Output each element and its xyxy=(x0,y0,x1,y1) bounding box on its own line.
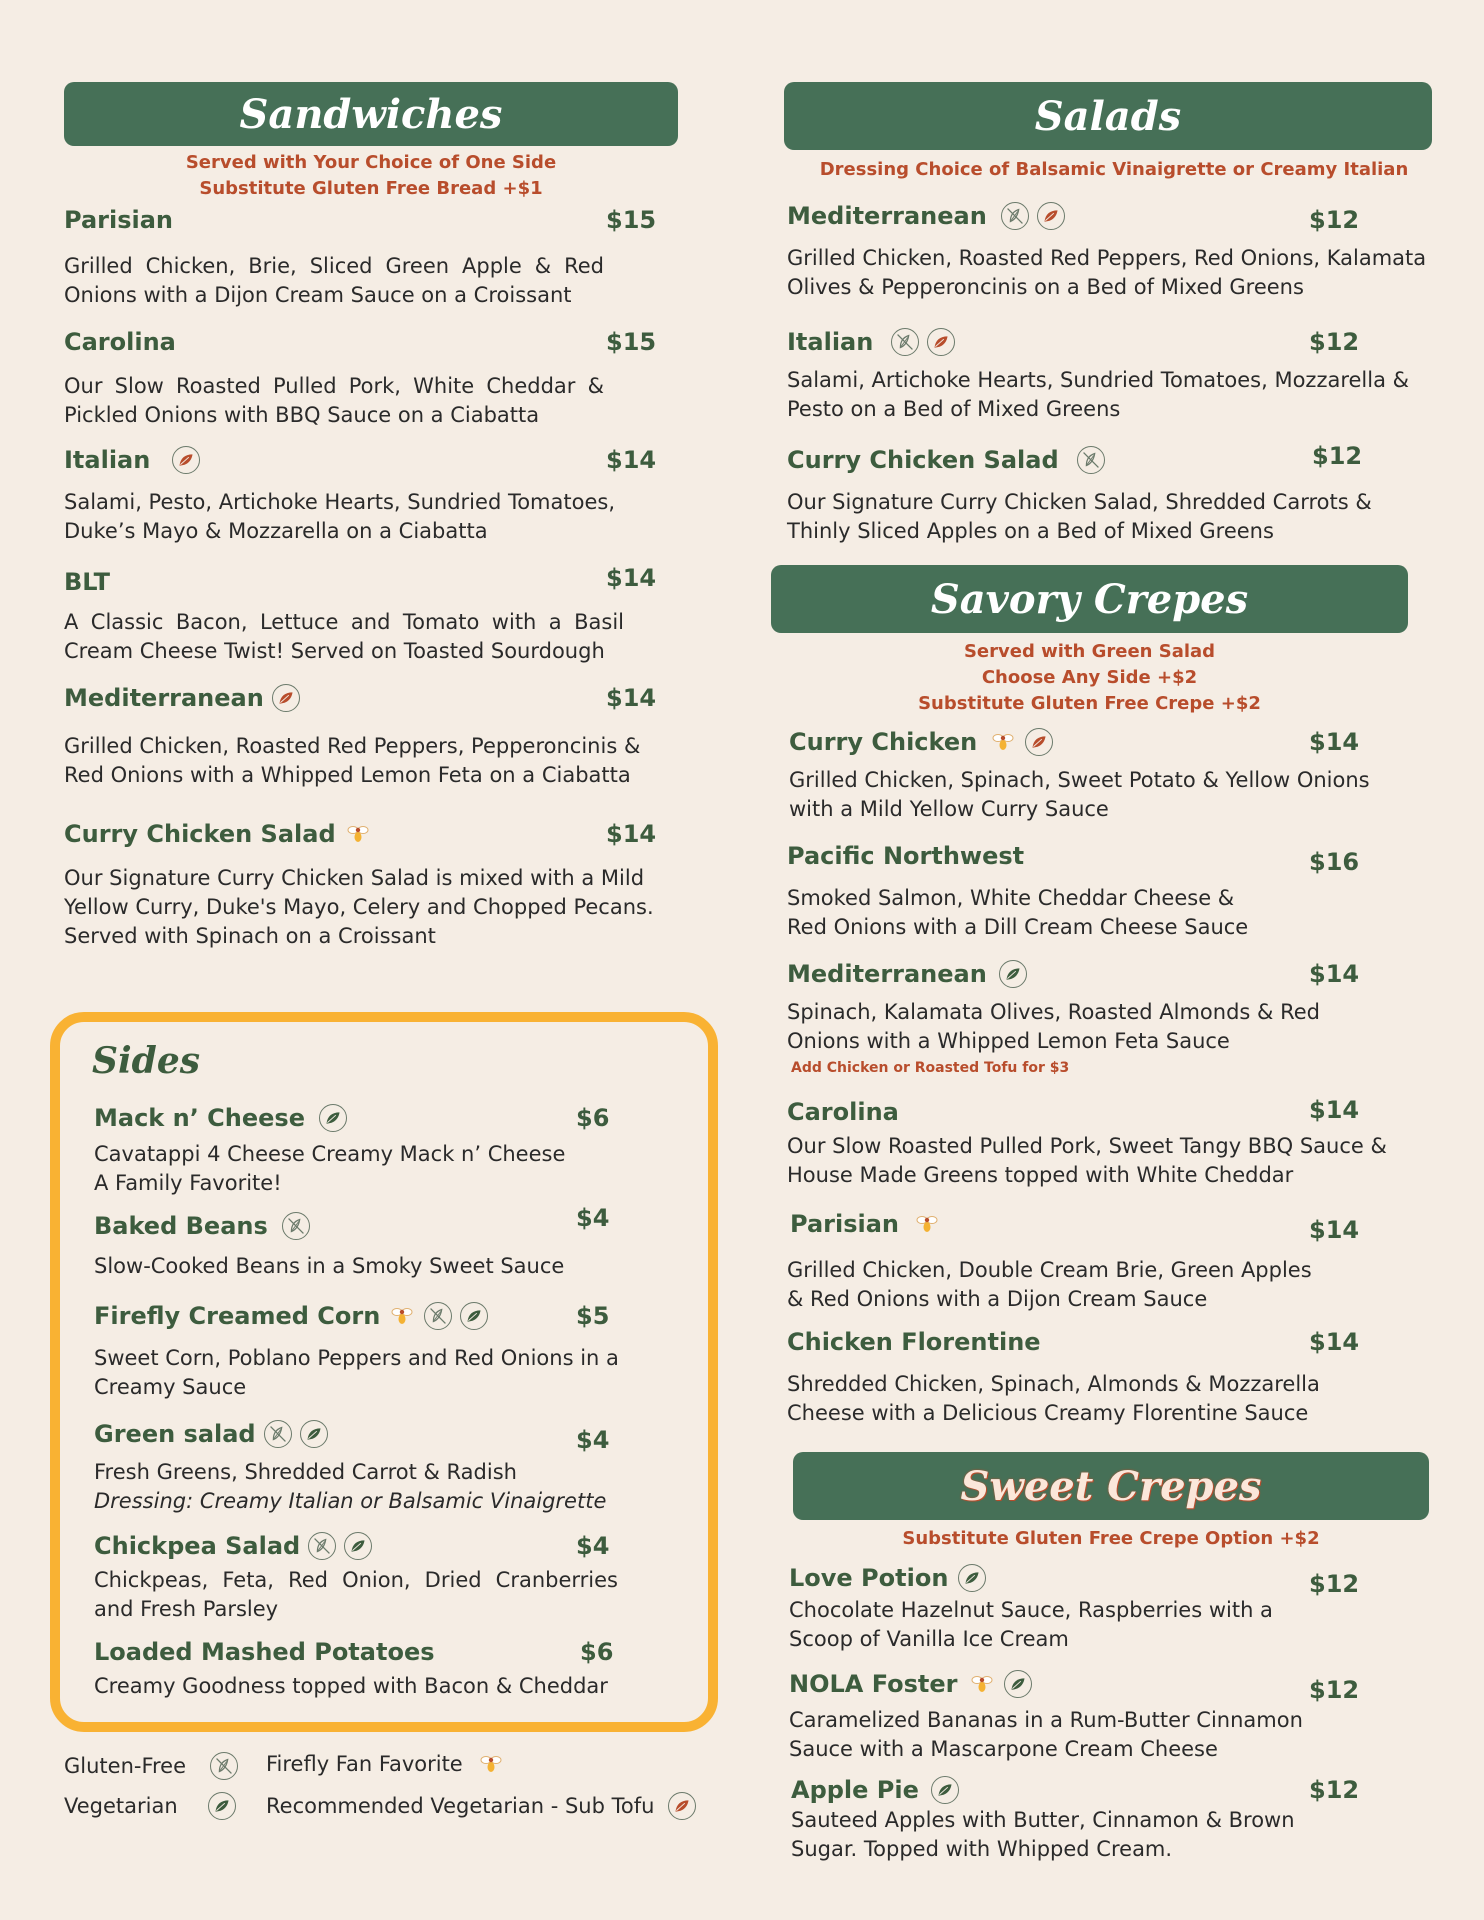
sandwiches-sub-1: Served with Your Choice of One Side xyxy=(185,152,557,173)
item-description: Grilled Chicken, Roasted Red Peppers, Red Onions, Kalamata Olives & Pepperoncinis on a Bed of Mixed Greens xyxy=(787,246,1427,299)
gluten-free-icon xyxy=(424,1302,452,1330)
item-description: Creamy Goodness topped with Bacon & Cheddar xyxy=(94,1674,608,1698)
gluten-free-icon xyxy=(210,1752,238,1780)
item-name: Baked Beans xyxy=(94,1212,268,1240)
item-price: $15 xyxy=(606,206,657,234)
sweet-crepes-banner xyxy=(793,1452,1429,1520)
item-price: $12 xyxy=(1312,442,1363,470)
item-price: $14 xyxy=(1309,728,1360,756)
gluten-free-icon xyxy=(282,1212,310,1240)
item-description: Spinach, Kalamata Olives, Roasted Almonds & Red Onions with a Whipped Lemon Feta Sauce xyxy=(787,1000,1320,1053)
item-price: $16 xyxy=(1309,848,1360,876)
item-price: $12 xyxy=(1309,206,1360,234)
item-description: Sweet Corn, Poblano Peppers and Red Onions in a Creamy Sauce xyxy=(94,1346,619,1399)
item-price: $14 xyxy=(606,446,657,474)
sweet-crepes-title: Sweet Crepes xyxy=(960,1462,1262,1510)
vegetarian-icon xyxy=(208,1792,236,1820)
item-price: $14 xyxy=(1309,1328,1360,1356)
item-name: Chicken Florentine xyxy=(787,1328,1041,1356)
sweet-sub-1: Substitute Gluten Free Crepe Option +$2 xyxy=(902,1528,1320,1549)
legend-label: Gluten-Free xyxy=(64,1754,187,1778)
item-name: Mediterranean xyxy=(787,202,987,230)
legend-gluten-free xyxy=(64,1752,238,1780)
sandwiches-banner xyxy=(64,82,678,146)
vegetarian-icon xyxy=(300,1420,328,1448)
item-name: Mediterranean xyxy=(64,684,264,712)
item-description: Smoked Salmon, White Cheddar Cheese & Red Onions with a Dill Cream Cheese Sauce xyxy=(787,886,1249,939)
item-price: $4 xyxy=(576,1204,610,1232)
firefly-icon xyxy=(913,1210,941,1238)
item-name: Mack n’ Cheese xyxy=(94,1104,305,1132)
vegetarian-icon xyxy=(319,1104,347,1132)
item-name: Loaded Mashed Potatoes xyxy=(94,1638,435,1666)
item-name: Parisian xyxy=(64,206,173,234)
legend-label: Firefly Fan Favorite xyxy=(266,1752,463,1776)
firefly-icon xyxy=(477,1750,505,1778)
vegetarian-icon xyxy=(1004,1670,1032,1698)
item-price: $14 xyxy=(1309,1096,1360,1124)
item-description: Grilled Chicken, Spinach, Sweet Potato & Yellow Onions with a Mild Yellow Curry Sauce xyxy=(789,768,1370,821)
item-price: $4 xyxy=(576,1426,610,1454)
item-name: Italian xyxy=(787,328,874,356)
legend-label: Vegetarian xyxy=(64,1794,178,1818)
item-name: Curry Chicken Salad xyxy=(787,446,1059,474)
item-name: Pacific Northwest xyxy=(787,842,1025,870)
firefly-icon xyxy=(388,1302,416,1330)
item-name: NOLA Foster xyxy=(789,1670,958,1698)
item-description: Fresh Greens, Shredded Carrot & Radish xyxy=(94,1460,517,1484)
vegetarian-icon xyxy=(958,1564,986,1592)
item-name: Carolina xyxy=(787,1098,899,1126)
gluten-free-icon xyxy=(1077,446,1105,474)
savory-crepes-banner xyxy=(771,565,1408,633)
item-description: Sauteed Apples with Butter, Cinnamon & Brown Sugar. Topped with Whipped Cream. xyxy=(791,1808,1295,1861)
savory-crepes-title: Savory Crepes xyxy=(930,575,1249,623)
vegetarian-icon xyxy=(344,1532,372,1560)
item-description: Our Signature Curry Chicken Salad, Shredded Carrots & Thinly Sliced Apples on a Bed of Mixed Greens xyxy=(787,490,1372,543)
savory-sub-3: Substitute Gluten Free Crepe +$2 xyxy=(918,693,1261,714)
item-price: $15 xyxy=(606,328,657,356)
sides-title: Sides xyxy=(92,1040,201,1082)
item-name: Mediterranean xyxy=(787,960,987,988)
sandwiches-sub-2: Substitute Gluten Free Bread +$1 xyxy=(199,178,543,199)
item-description: Cavatappi 4 Cheese Creamy Mack n’ Cheese xyxy=(94,1142,566,1166)
gluten-free-icon xyxy=(1001,202,1029,230)
firefly-icon xyxy=(968,1670,996,1698)
item-description: Caramelized Bananas in a Rum-Butter Cinnamon Sauce with a Mascarpone Cream Cheese xyxy=(789,1708,1303,1761)
add-protein-note: Add Chicken or Roasted Tofu for $3 xyxy=(791,1060,1070,1076)
item-price: $14 xyxy=(606,684,657,712)
item-description: A Family Favorite! xyxy=(94,1171,282,1195)
item-name: Parisian xyxy=(790,1210,899,1238)
item-price: $6 xyxy=(580,1638,614,1666)
item-description: Grilled Chicken, Roasted Red Peppers, Pepperoncinis & Red Onions with a Whipped Lemon Feta on a Ciabatta xyxy=(64,734,641,787)
item-description: Dressing: Creamy Italian or Balsamic Vinaigrette xyxy=(94,1489,607,1513)
rec-veg-icon xyxy=(272,684,300,712)
item-description: Salami, Artichoke Hearts, Sundried Tomatoes, Mozzarella & Pesto on a Bed of Mixed Greens xyxy=(787,368,1410,421)
legend-label: Recommended Vegetarian - Sub Tofu xyxy=(266,1794,655,1818)
salads-banner xyxy=(784,82,1432,150)
item-name: Italian xyxy=(64,446,151,474)
item-description: Chocolate Hazelnut Sauce, Raspberries with a Scoop of Vanilla Ice Cream xyxy=(789,1598,1273,1651)
gluten-free-icon xyxy=(308,1532,336,1560)
item-name: Curry Chicken xyxy=(789,728,978,756)
legend-fan-favorite xyxy=(266,1750,505,1778)
gluten-free-icon xyxy=(891,328,919,356)
savory-sub-2: Choose Any Side +$2 xyxy=(981,667,1198,688)
salads-title: Salads xyxy=(1034,92,1182,140)
item-price: $12 xyxy=(1309,1776,1360,1804)
item-price: $14 xyxy=(1309,960,1360,988)
firefly-icon xyxy=(989,728,1017,756)
item-price: $5 xyxy=(576,1302,610,1330)
rec-veg-icon xyxy=(172,446,200,474)
item-name: Carolina xyxy=(64,328,176,356)
item-description: Chickpeas, Feta, Red Onion, Dried Cranberries and Fresh Parsley xyxy=(94,1568,618,1621)
item-name: Green salad xyxy=(94,1420,256,1448)
sandwiches-title: Sandwiches xyxy=(239,90,503,138)
item-description: Our Slow Roasted Pulled Pork, Sweet Tangy BBQ Sauce & House Made Greens topped with White Cheddar xyxy=(787,1134,1387,1187)
item-name: Curry Chicken Salad xyxy=(64,820,336,848)
legend-rec-veg xyxy=(266,1792,696,1820)
salads-sub-1: Dressing Choice of Balsamic Vinaigrette or Creamy Italian xyxy=(819,159,1409,180)
item-price: $12 xyxy=(1309,328,1360,356)
legend-vegetarian xyxy=(64,1792,236,1820)
item-description: Salami, Pesto, Artichoke Hearts, Sundried Tomatoes, Duke’s Mayo & Mozzarella on a Ciabatta xyxy=(64,490,615,543)
vegetarian-icon xyxy=(931,1776,959,1804)
rec-veg-icon xyxy=(1037,202,1065,230)
item-description: Our Signature Curry Chicken Salad is mixed with a Mild Yellow Curry, Duke's Mayo, Celery and Chopped Pecans. Served with Spinach on a Croissant xyxy=(64,866,654,948)
item-description: Grilled Chicken, Double Cream Brie, Green Apples & Red Onions with a Dijon Cream Sauce xyxy=(787,1258,1312,1311)
item-name: BLT xyxy=(64,568,110,596)
item-price: $14 xyxy=(606,564,657,592)
item-description: Grilled Chicken, Brie, Sliced Green Apple & Red Onions with a Dijon Cream Sauce on a Croissant xyxy=(64,254,604,307)
item-price: $14 xyxy=(606,820,657,848)
rec-veg-icon xyxy=(1025,728,1053,756)
item-price: $12 xyxy=(1309,1676,1360,1704)
vegetarian-icon xyxy=(999,960,1027,988)
item-name: Firefly Creamed Corn xyxy=(94,1302,381,1330)
item-description: A Classic Bacon, Lettuce and Tomato with a Basil Cream Cheese Twist! Served on Toasted Sourdough xyxy=(64,610,624,663)
savory-sub-1: Served with Green Salad xyxy=(963,641,1216,662)
item-name: Apple Pie xyxy=(791,1776,919,1804)
item-description: Slow-Cooked Beans in a Smoky Sweet Sauce xyxy=(94,1254,565,1278)
item-name: Chickpea Salad xyxy=(94,1532,301,1560)
item-price: $14 xyxy=(1309,1216,1360,1244)
item-description: Our Slow Roasted Pulled Pork, White Cheddar & Pickled Onions with BBQ Sauce on a Ciabatta xyxy=(64,374,604,427)
rec-veg-icon xyxy=(668,1792,696,1820)
rec-veg-icon xyxy=(927,328,955,356)
item-price: $6 xyxy=(576,1104,610,1132)
vegetarian-icon xyxy=(460,1302,488,1330)
item-price: $4 xyxy=(576,1532,610,1560)
firefly-icon xyxy=(344,820,372,848)
item-description: Shredded Chicken, Spinach, Almonds & Mozzarella Cheese with a Delicious Creamy Florentine Sauce xyxy=(787,1372,1320,1425)
gluten-free-icon xyxy=(264,1420,292,1448)
item-name: Love Potion xyxy=(789,1564,949,1592)
item-price: $12 xyxy=(1309,1570,1360,1598)
